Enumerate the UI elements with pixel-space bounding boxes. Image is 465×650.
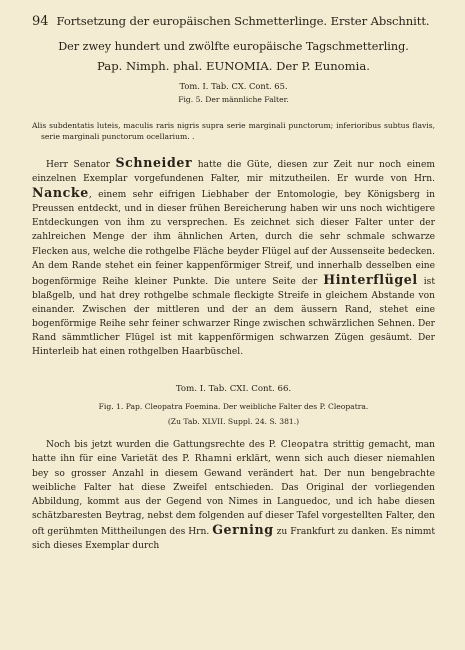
description-paragraph — [32, 156, 435, 359]
species-latin-name: Pap. Nimph. phal. EUNOMIA. Der P. Eunomia. — [97, 59, 370, 73]
species-heading: Der zwey hundert und zwölfte europäische Tagschmetterling. — [58, 40, 409, 53]
paragraph-text: ist blaßgelb, und hat drey rothgelbe schmale fleckigte Streife in gleichem Abstande von einander. Zwischen der mittleren und der an dem äussern Rand, stehet eine bogenförmige Reihe sehr feiner schwarzer Ringe zwischen schwärzlichen Sehnen. Der Rand sämmtlicher Flügel ist mit kappenförmigen schwarzen Zügen gesäumt. Der Hinterleib hat einen rothgelben Haarbüschel. — [32, 276, 435, 358]
latin-diagnosis: Alis subdentatis luteis, maculis raris nigris supra serie marginali punctorum; inferioribus subtus flavis, serie marginali punctorum ocellarium. . — [32, 121, 435, 141]
running-head — [32, 12, 435, 31]
figure-caption — [32, 94, 435, 106]
running-head-title: Fortsetzung der europäischen Schmetterlinge. Erster Abschnitt. — [56, 14, 430, 28]
species-name: P. Cleopatra — [268, 440, 329, 451]
person-name: Gerning — [212, 521, 274, 537]
paragraph-text: hatte die Güte, diesen zur Zeit nur noch einem einzelnen Exemplar vorgefundenen Falter, mir mitzutheilen. Er wurde von Hrn. — [32, 160, 435, 185]
supplement-reference: (Zu Tab. XLVII. Suppl. 24. S. 381.) — [167, 417, 300, 427]
person-name: Nancke — [32, 185, 89, 201]
paragraph-text: strittig gemacht, man hatte ihn für eine Varietät des — [32, 440, 435, 465]
emphasized-term: Hinterflügel — [323, 271, 418, 287]
figure-label: Fig. 5. — [178, 95, 203, 104]
paragraph-text: zu Frankfurt zu danken. Es nimmt sich dieses Exemplar durch — [32, 526, 435, 551]
figure-caption-text: Der weibliche Falter des P. Cleopatra. — [222, 402, 369, 412]
species-name: P. Rhamni — [182, 454, 233, 465]
figure-caption — [32, 401, 435, 413]
description-paragraph — [32, 438, 435, 553]
paragraph-text: erklärt, wenn sich auch dieser niemahlen bey so grosser Anzahl in diesem Gewand verändert hat. Der nun bengebrachte weibliche Falter hat diese Zweifel entschieden. Das Original der vorliegenden Abbildung, kommt aus der Gegend von Nimes in Languedoc, und ich habe diesen schätzbaresten Beytrag, nebst dem folgenden auf dieser Tafel vorgestellten Falter, den oft gerühmten Mittheilungen des Hrn. — [32, 454, 435, 537]
plate-reference: Tom. I. Tab. CXI. Cont. 66. — [175, 384, 292, 395]
plate-reference: Tom. I. Tab. CX. Cont. 65. — [179, 81, 288, 91]
person-name: Schneider — [115, 155, 193, 170]
paragraph-text: Herr Senator — [46, 160, 110, 170]
figure-caption-text: Der männliche Falter. — [205, 95, 289, 104]
paragraph-text: Noch bis jetzt wurden die Gattungsrechte des — [46, 440, 265, 451]
figure-latin-name: Pap. Cleopatra Foemina. — [125, 402, 221, 412]
paragraph-text: , einem sehr eifrigen Liebhaber der Entomologie, bey Königsberg in Preussen entdeckt, und in dieser frühen Bereicherung haben wir uns noch wichtigere Entdeckungen von ihm zu versprechen. Es zeichnet sich dieser Falter unter der zahlreichen Menge der ihm ähnlichen Arten, durch die sehr schmale schwarze Flecken aus, welche die rothgelbe Fläche beyder Flügel auf der Aussenseite bedecken. An dem Rande stehet ein feiner kappenförmiger Streif, und innerhalb desselben eine bogenförmige Reihe kleiner Punkte. Die untere Seite der — [32, 190, 435, 287]
page-number: 94 — [32, 14, 49, 29]
figure-label: Fig. 1. — [98, 402, 124, 412]
